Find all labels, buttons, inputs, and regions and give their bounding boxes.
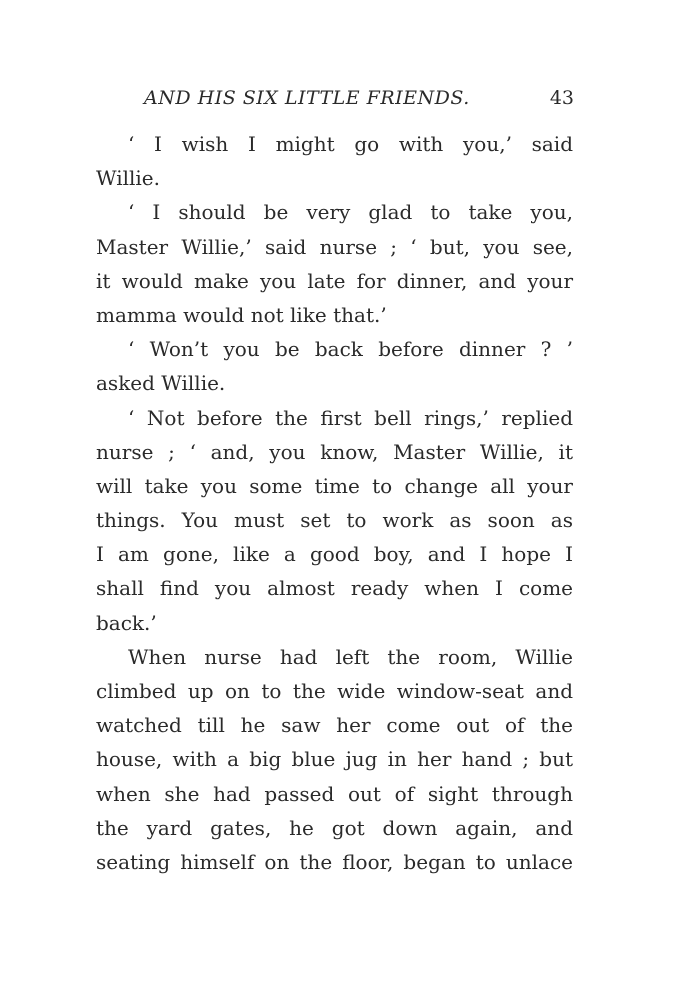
- text-line: back.’: [96, 610, 157, 635]
- text-line: I am gone, like a good boy, and I hope I: [96, 542, 573, 567]
- text-line: the yard gates, he got down again, and: [96, 815, 573, 840]
- text-line: ‘ I wish I might go with you,’ said: [128, 132, 573, 156]
- text-line: mamma would not like that.’: [96, 302, 387, 327]
- text-line: shall find you almost ready when I come: [96, 576, 573, 601]
- text-line: Master Willie,’ said nurse ; ‘ but, you see,: [96, 234, 573, 259]
- text-line: ‘ Won’t you be back before dinner ? ’: [128, 337, 573, 362]
- text-line: will take you some time to change all your: [96, 473, 573, 498]
- text-line: watched till he saw her come out of the: [96, 713, 573, 738]
- text-line: when she had passed out of sight through: [96, 781, 573, 806]
- running-title: AND HIS SIX LITTLE FRIENDS.: [144, 87, 470, 109]
- text-line: When nurse had left the room, Willie: [128, 644, 573, 669]
- text-line: asked Willie.: [96, 371, 226, 396]
- body-text: [96, 127, 573, 879]
- text-line: Willie.: [96, 166, 160, 191]
- text-line: house, with a big blue jug in her hand ; but: [96, 747, 573, 772]
- text-line: seating himself on the floor, began to unlace: [96, 849, 573, 874]
- running-header: [144, 87, 574, 117]
- text-line: ‘ I should be very glad to take you,: [128, 200, 573, 225]
- text-line: nurse ; ‘ and, you know, Master Willie, it: [96, 439, 573, 464]
- page-number: 43: [549, 87, 574, 109]
- text-line: it would make you late for dinner, and your: [96, 268, 573, 293]
- text-line: climbed up on to the wide window-seat and: [96, 679, 573, 703]
- text-line: things. You must set to work as soon as: [96, 508, 573, 533]
- text-line: ‘ Not before the first bell rings,’ replied: [128, 405, 573, 430]
